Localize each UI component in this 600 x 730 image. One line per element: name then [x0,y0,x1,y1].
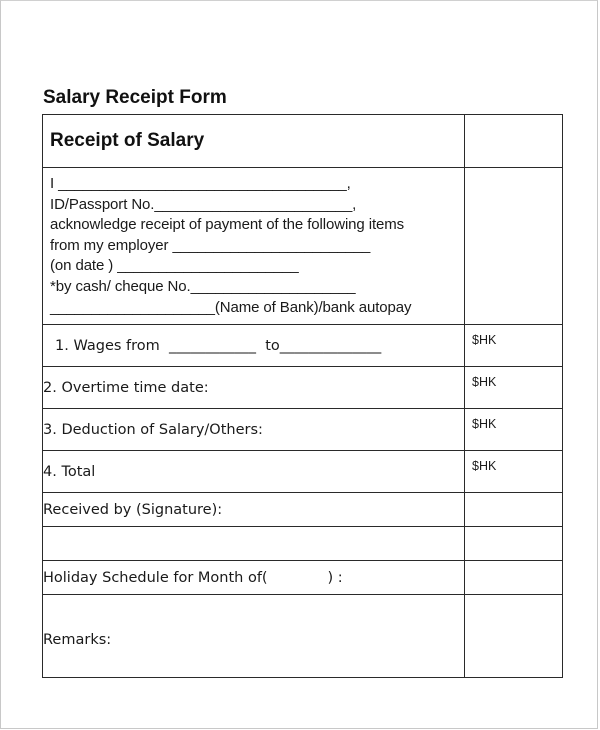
holiday-extra-cell [465,561,563,595]
table-row-wages [43,325,563,367]
signature-extra-cell [465,527,563,561]
remarks-extra-cell [465,595,563,678]
received-by-label[interactable]: Received by (Signature): [43,493,465,527]
cheque-line: *by cash/ cheque No.____________________ [50,277,356,295]
table-row-received-by [43,493,563,527]
holiday-schedule-label[interactable]: Holiday Schedule for Month of( ) : [43,561,465,595]
document-title: Salary Receipt Form [43,87,227,108]
total-label: 4. Total [43,451,465,493]
salary-receipt-table [42,114,563,678]
name-line: I ___________________________________, [50,175,351,192]
acknowledgement-row [43,168,563,325]
received-by-extra-cell [465,493,563,527]
wages-label[interactable]: 1. Wages from ____________ to______________ [43,325,465,367]
table-row-overtime [43,367,563,409]
acknowledgement-text [43,168,464,324]
header-amount-cell [465,115,563,168]
deduction-label[interactable]: 3. Deduction of Salary/Others: [43,409,465,451]
acknowledgement-amount-cell [465,168,563,325]
remarks-label[interactable]: Remarks: [43,595,465,678]
id-passport-line: ID/Passport No.________________________, [50,195,357,213]
table-row-deduction [43,409,563,451]
table-row-holiday [43,561,563,595]
overtime-amount[interactable]: $HK [465,367,563,409]
wages-amount[interactable]: $HK [465,325,563,367]
deduction-amount[interactable]: $HK [465,409,563,451]
acknowledgement-cell[interactable] [43,168,465,325]
table-header-row [43,115,563,168]
table-row-remarks [43,595,563,678]
table-row-total [43,451,563,493]
overtime-label[interactable]: 2. Overtime time date: [43,367,465,409]
table-row-signature-space [43,527,563,561]
signature-field[interactable] [43,527,465,561]
form-heading: Receipt of Salary [43,115,465,168]
date-line: (on date ) ______________________ [50,257,299,275]
total-amount[interactable]: $HK [465,451,563,493]
employer-line: from my employer ________________________ [50,236,371,254]
bank-line: ____________________(Name of Bank)/bank autopay [50,298,412,316]
acknowledge-line: acknowledge receipt of payment of the following items [50,216,405,234]
